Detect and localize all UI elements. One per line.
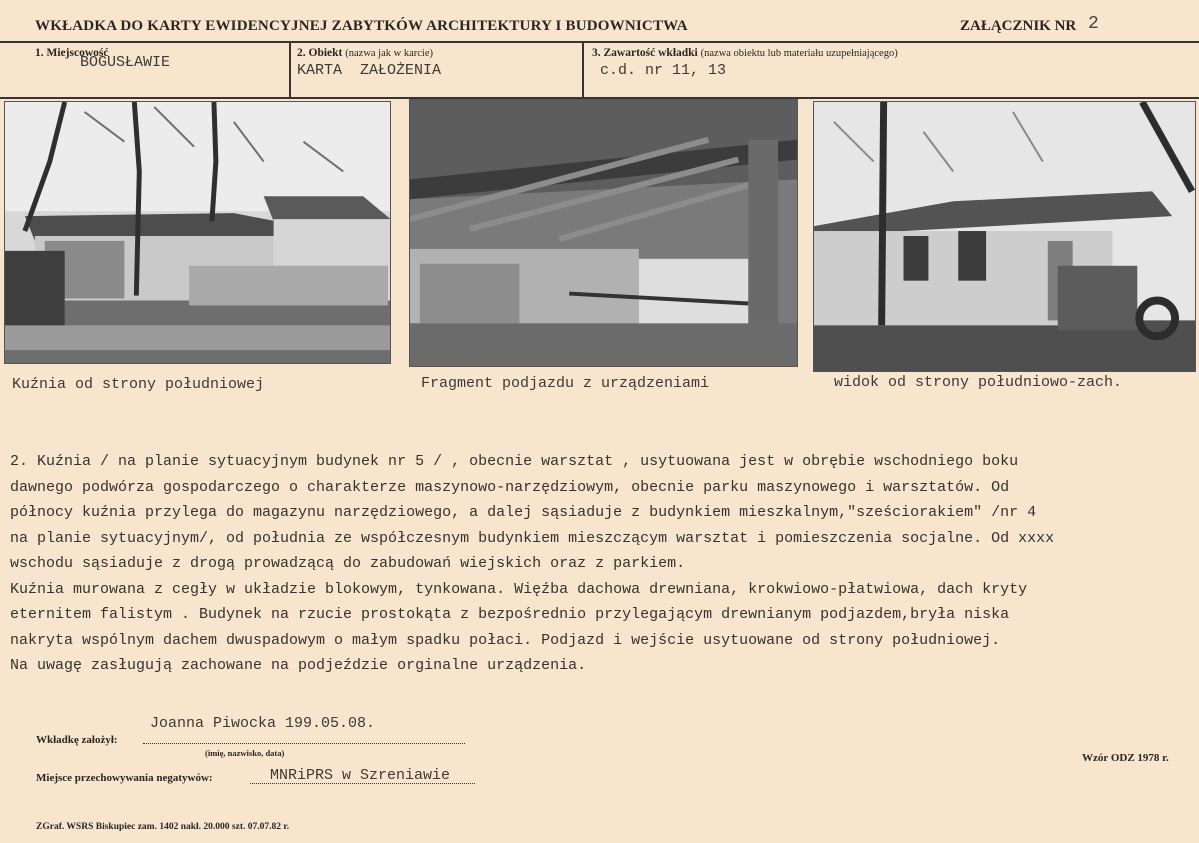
field-1-value: BOGUSŁAWIE	[80, 54, 171, 71]
field-1-label: 1. Miejscowość	[35, 47, 109, 59]
description-line: eternitem falistym . Budynek na rzucie prostokąta z bezpośrednio przylegającym drewnianym podjazdem,bryła niska	[10, 606, 1010, 623]
field-3-note: (nazwa obiektu lub materiału uzupełniającego)	[700, 48, 898, 59]
storage-label: Miejsce przechowywania negatywów:	[36, 772, 213, 784]
description-line: 2. Kuźnia / na planie sytuacyjnym budynek nr 5 / , obecnie warsztat , usytuowana jest w obrębie wschodniego boku	[10, 453, 1019, 470]
description-line: wschodu sąsiaduje z drogą prowadzącą do zabudowań wiejskich oraz z parkiem.	[10, 555, 686, 572]
photo-caption-3: widok od strony południowo-zach.	[834, 374, 1123, 391]
field-divider-2	[582, 41, 584, 98]
field-3-label-text: 3. Zawartość wkładki	[592, 47, 698, 59]
annex-label: ZAŁĄCZNIK NR	[960, 18, 1077, 34]
author-value: Joanna Piwocka 199.05.08.	[150, 715, 376, 732]
storage-value: MNRiPRS w Szreniawie	[270, 767, 451, 784]
author-dotted-line	[143, 743, 465, 744]
field-2-value: KARTA ZAŁOŻENIA	[297, 62, 442, 79]
author-label: Wkładkę założył:	[36, 734, 118, 746]
author-note: (imię, nazwisko, data)	[205, 748, 285, 758]
field-2-note: (nazwa jak w karcie)	[345, 48, 433, 59]
field-3-label	[592, 47, 898, 59]
driveway-fragment-photo	[409, 99, 798, 367]
description-line: północy kuźnia przylega do magazynu narzędziowego, a dalej sąsiaduje z budynkiem mieszkalnym,"sześciorakiem" /nr 4	[10, 504, 1037, 521]
storage-dotted-line	[250, 783, 475, 784]
forge-south-photo	[4, 101, 391, 364]
description-text	[10, 449, 1190, 679]
description-line: dawnego podwórza gospodarczego o charakterze maszynowo-narzędziowym, obecnie parku maszynowego i warsztatów. Od	[10, 478, 1010, 496]
field-2-label	[297, 47, 433, 59]
description-line: Na uwagę zasługują zachowane na podjeździe orginalne urządzenia.	[10, 657, 587, 674]
field-2-label-text: 2. Obiekt	[297, 47, 343, 59]
sheet-title: WKŁADKA DO KARTY EWIDENCYJNEJ ZABYTKÓW ARCHITEKTURY I BUDOWNICTWA	[35, 18, 688, 34]
header-rule-top	[0, 41, 1199, 43]
photo-caption-1: Kuźnia od strony południowej	[12, 376, 265, 393]
form-model: Wzór ODZ 1978 r.	[1082, 752, 1169, 764]
description-line: na planie sytuacyjnym/, od południa ze współczesnym budynkiem mieszczącym warsztat i pomieszczenia socjalne. Od xxxx	[10, 529, 1055, 547]
print-info: ZGraf. WSRS Biskupiec zam. 1402 nakł. 20.000 szt. 07.07.82 r.	[36, 822, 290, 832]
field-3-value: c.d. nr 11, 13	[600, 62, 727, 79]
description-line: Kuźnia murowana z cegły w układzie blokowym, tynkowana. Więźba dachowa drewniana, krokwiowo-płatwiowa, dach kryty	[10, 580, 1028, 598]
southwest-view-photo	[813, 101, 1196, 372]
annex-number: 2	[1088, 14, 1099, 34]
description-line: nakryta wspólnym dachem dwuspadowym o małym spadku połaci. Podjazd i wejście usytuowane od strony południowej.	[10, 631, 1001, 649]
photo-caption-2: Fragment podjazdu z urządzeniami	[421, 375, 710, 392]
field-divider-1	[289, 41, 291, 98]
